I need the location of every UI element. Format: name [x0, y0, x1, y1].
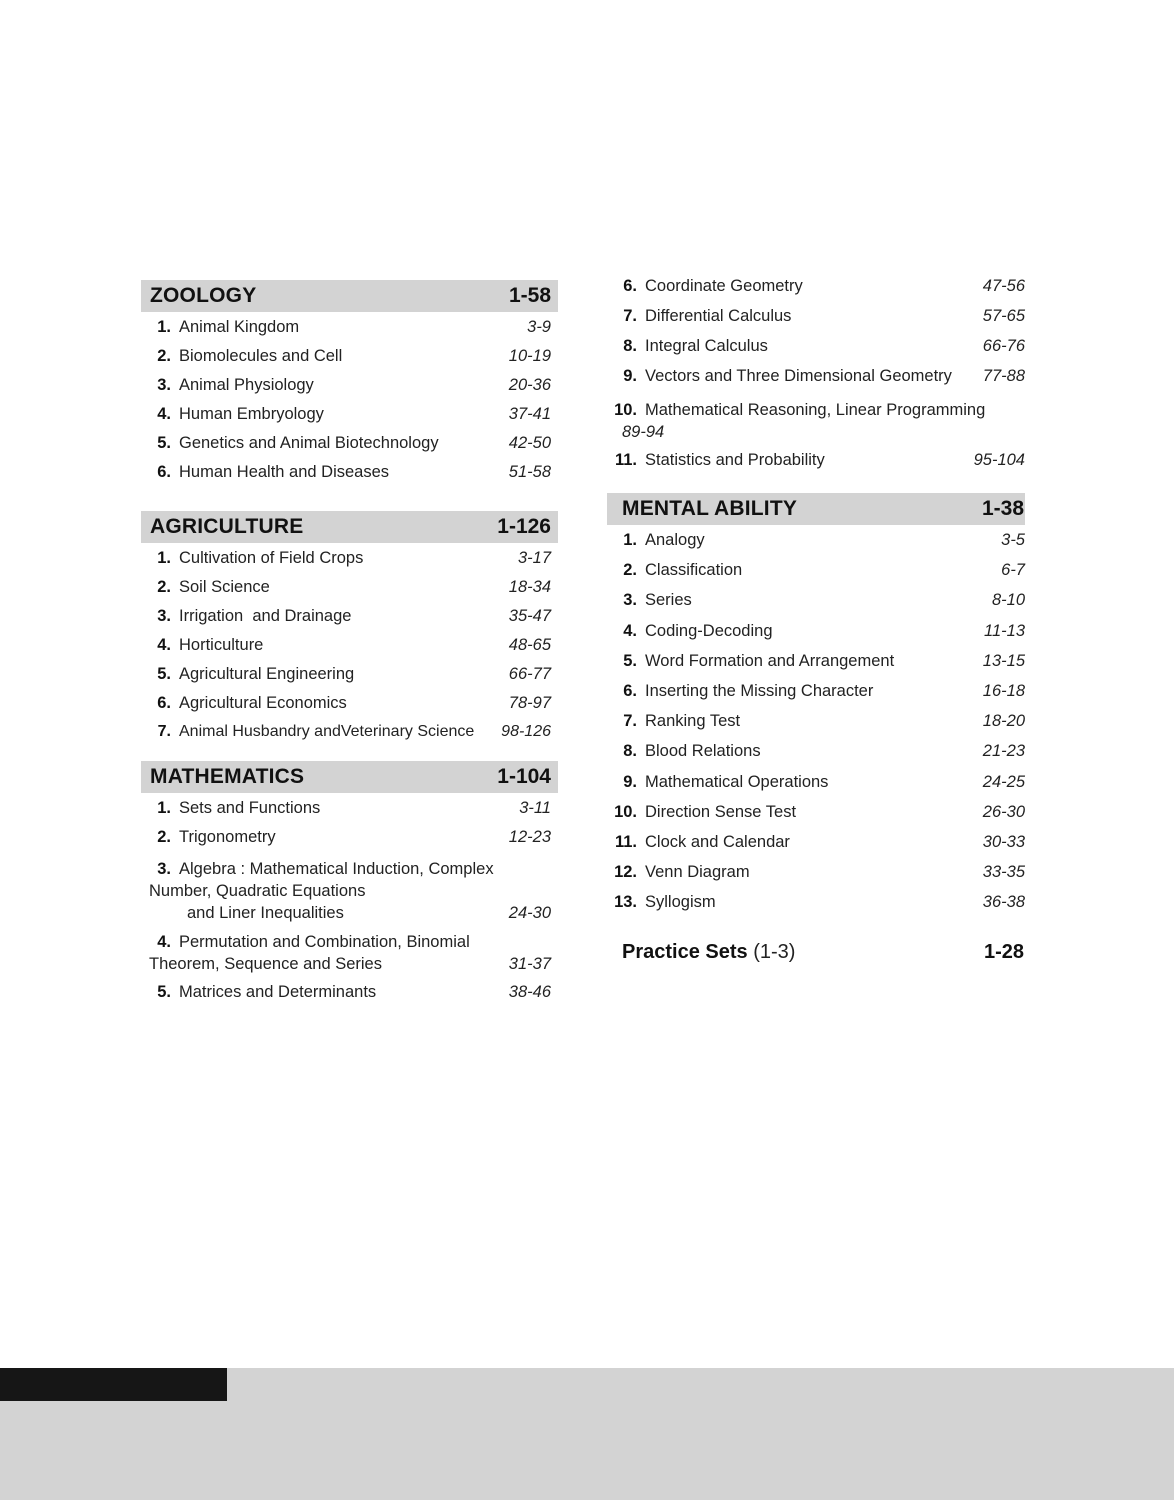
- entry-pages: 35-47: [508, 607, 551, 625]
- entry-pages: 98-126: [501, 723, 551, 740]
- toc-entry: [141, 799, 558, 828]
- entry-number: 3.: [157, 860, 171, 878]
- entry-number: 6.: [623, 277, 637, 295]
- entry-pages: 8-10: [991, 591, 1025, 610]
- entry-pages: 66-76: [982, 337, 1025, 355]
- section-title: ZOOLOGY: [150, 284, 257, 307]
- entry-pages: 11-13: [984, 621, 1025, 640]
- entry-pages: 77-88: [982, 367, 1025, 385]
- entry-pages: 16-18: [982, 681, 1025, 700]
- entry-pages: 24-25: [982, 772, 1025, 791]
- toc-entry: [607, 893, 1025, 923]
- toc-entry: [141, 578, 558, 607]
- toc-entry: [607, 591, 1025, 621]
- entry-pages: 3-17: [517, 549, 551, 567]
- entry-pages: 57-65: [982, 307, 1025, 325]
- toc-entry: [607, 803, 1025, 833]
- practice-sets-entry: [607, 941, 1025, 964]
- entry-title: Animal Husbandry andVeterinary Science: [179, 723, 475, 740]
- entry-pages: 51-58: [508, 463, 551, 481]
- section-pages: 1-104: [497, 765, 551, 788]
- entry-title: Coordinate Geometry: [645, 277, 803, 295]
- toc-entry: [607, 561, 1025, 591]
- toc-entry: [141, 983, 558, 1012]
- entry-pages: 31-37: [508, 955, 551, 973]
- toc-entry: [607, 277, 1025, 307]
- entry-title: Irrigation and Drainage: [179, 607, 352, 625]
- section-header-mental-ability: [607, 493, 1025, 525]
- entry-title: Cultivation of Field Crops: [179, 549, 364, 567]
- entry-number: 2.: [157, 347, 171, 365]
- entry-title: Inserting the Missing Character: [645, 681, 874, 700]
- entry-pages: 42-50: [508, 434, 551, 452]
- toc-entry: [141, 723, 558, 752]
- section-pages: 1-38: [981, 497, 1024, 520]
- toc-entry: [141, 318, 558, 347]
- toc-entry: [607, 622, 1025, 652]
- entry-title: Agricultural Economics: [179, 694, 347, 712]
- entry-number: 1.: [157, 549, 171, 567]
- entry-pages: 18-20: [982, 712, 1025, 731]
- entry-number: 8.: [623, 742, 637, 761]
- entry-pages: 6-7: [1001, 561, 1025, 580]
- entry-title: Genetics and Animal Biotechnology: [179, 434, 439, 452]
- entry-number: 5.: [157, 434, 171, 452]
- entry-number: 3.: [157, 607, 171, 625]
- entry-title-continued: and Liner Inequalities: [187, 904, 344, 922]
- entry-pages: 26-30: [982, 802, 1025, 821]
- entry-pages: 48-65: [508, 636, 551, 654]
- toc-entry: [607, 451, 1025, 481]
- entry-title: Direction Sense Test: [645, 802, 797, 821]
- entry-number: 7.: [623, 307, 637, 325]
- entry-number: 9.: [623, 367, 637, 385]
- entry-title: Ranking Test: [645, 712, 741, 731]
- toc-entry: [607, 397, 1025, 443]
- toc-entry: [141, 434, 558, 463]
- entry-title: Integral Calculus: [645, 337, 768, 355]
- toc-entry: [607, 833, 1025, 863]
- toc-entry: [141, 665, 558, 694]
- entry-pages: 36-38: [982, 893, 1025, 912]
- section-title: MENTAL ABILITY: [622, 497, 798, 520]
- toc-entry: [607, 712, 1025, 742]
- entry-title: Classification: [645, 561, 743, 580]
- entry-number: 1.: [157, 799, 171, 817]
- entry-pages: 13-15: [982, 651, 1025, 670]
- toc-entry: [141, 376, 558, 405]
- entry-pages: 66-77: [508, 665, 551, 683]
- toc-entry: [607, 367, 1025, 397]
- entry-number: 10.: [614, 802, 637, 821]
- entry-number: 11.: [614, 832, 637, 851]
- entry-pages: 38-46: [508, 983, 551, 1001]
- section-pages: 1-126: [497, 515, 551, 538]
- entry-pages: 12-23: [508, 828, 551, 846]
- toc-entry: [141, 405, 558, 434]
- entry-pages: 21-23: [982, 742, 1025, 761]
- entry-pages: 95-104: [973, 451, 1025, 469]
- entry-title: Algebra : Mathematical Induction, Complex: [179, 860, 494, 878]
- entry-title: Trigonometry: [179, 828, 276, 846]
- entry-title: Agricultural Engineering: [179, 665, 355, 683]
- entry-number: 1.: [623, 531, 637, 549]
- entry-number: 5.: [157, 665, 171, 683]
- toc-entry: [607, 307, 1025, 337]
- entry-number: 6.: [157, 694, 171, 712]
- entry-pages: 10-19: [508, 347, 551, 365]
- practice-sets-pages: 1-28: [983, 941, 1024, 964]
- toc-entry: [141, 694, 558, 723]
- entry-title-continued: Theorem, Sequence and Series: [149, 955, 382, 973]
- entry-title: Mathematical Reasoning, Linear Programming: [645, 401, 986, 419]
- entry-number: 4.: [157, 636, 171, 654]
- entry-title: Syllogism: [645, 893, 716, 912]
- entry-pages: 78-97: [508, 694, 551, 712]
- entry-title: Human Health and Diseases: [179, 463, 390, 481]
- section-header-agriculture: [141, 511, 558, 543]
- section-title: MATHEMATICS: [150, 765, 305, 788]
- entry-number: 6.: [157, 463, 171, 481]
- entry-number: 7.: [623, 712, 637, 731]
- entry-pages: 3-11: [519, 799, 551, 817]
- section-pages: 1-58: [508, 284, 551, 307]
- entry-pages: 20-36: [508, 376, 551, 394]
- entry-number: 6.: [623, 681, 637, 700]
- entry-number: 12.: [614, 863, 637, 882]
- entry-number: 4.: [157, 405, 171, 423]
- toc-entry: [141, 607, 558, 636]
- entry-number: 3.: [623, 591, 637, 610]
- entry-title: Sets and Functions: [179, 799, 321, 817]
- entry-title: Human Embryology: [179, 405, 324, 423]
- entry-title: Differential Calculus: [645, 307, 792, 325]
- footer-accent-bar: [0, 1368, 227, 1401]
- entry-pages: 33-35: [982, 863, 1025, 882]
- section-title: AGRICULTURE: [150, 515, 304, 538]
- toc-entry: [607, 652, 1025, 682]
- toc-entry: [141, 549, 558, 578]
- entry-number: 5.: [623, 651, 637, 670]
- entry-number: 1.: [157, 318, 171, 336]
- section-header-mathematics: [141, 761, 558, 793]
- entry-title: Matrices and Determinants: [179, 983, 377, 1001]
- toc-entry: [141, 347, 558, 376]
- toc-entry: [141, 857, 558, 924]
- entry-number: 4.: [157, 933, 171, 951]
- entry-number: 11.: [614, 451, 637, 469]
- entry-title: Blood Relations: [645, 742, 761, 761]
- toc-entry: [141, 924, 558, 975]
- toc-entry: [141, 636, 558, 665]
- entry-pages: 3-5: [1001, 531, 1025, 549]
- entry-number: 13.: [614, 893, 637, 912]
- entry-number: 7.: [157, 723, 171, 740]
- entry-title: Horticulture: [179, 636, 264, 654]
- practice-sets-range: (1-3): [753, 941, 796, 964]
- entry-number: 2.: [623, 561, 637, 580]
- entry-title: Permutation and Combination, Binomial: [179, 933, 470, 951]
- toc-entry: [607, 682, 1025, 712]
- section-header-zoology: [141, 280, 558, 312]
- toc-entry: [607, 742, 1025, 772]
- toc-left-column: [141, 280, 558, 1012]
- entry-number: 2.: [157, 828, 171, 846]
- practice-sets-label: Practice Sets: [622, 941, 748, 964]
- entry-title: Vectors and Three Dimensional Geometry: [645, 367, 952, 385]
- toc-entry: [607, 863, 1025, 893]
- entry-title: Clock and Calendar: [645, 832, 790, 851]
- entry-number: 2.: [157, 578, 171, 596]
- entry-title: Word Formation and Arrangement: [645, 651, 895, 670]
- entry-title: Statistics and Probability: [645, 451, 825, 469]
- toc-entry: [607, 531, 1025, 561]
- entry-number: 4.: [623, 621, 637, 640]
- entry-title: Animal Kingdom: [179, 318, 300, 336]
- entry-title: Analogy: [645, 531, 705, 549]
- entry-title: Venn Diagram: [645, 863, 750, 882]
- entry-title: Animal Physiology: [179, 376, 314, 394]
- toc-entry: [607, 337, 1025, 367]
- entry-pages: 3-9: [527, 318, 551, 336]
- entry-pages: 18-34: [508, 578, 551, 596]
- entry-pages: 24-30: [508, 904, 551, 922]
- entry-title: Soil Science: [179, 578, 270, 596]
- entry-pages: 47-56: [982, 277, 1025, 295]
- toc-entry: [607, 773, 1025, 803]
- entry-number: 3.: [157, 376, 171, 394]
- entry-title: Coding-Decoding: [645, 621, 773, 640]
- toc-entry: [141, 463, 558, 492]
- entry-number: 8.: [623, 337, 637, 355]
- entry-pages: 89-94: [622, 423, 665, 441]
- entry-title: Mathematical Operations: [645, 772, 829, 791]
- entry-number: 5.: [157, 983, 171, 1001]
- entry-title: Biomolecules and Cell: [179, 347, 343, 365]
- entry-title: Series: [645, 591, 692, 610]
- toc-entry: [141, 828, 558, 857]
- entry-title-continued: Number, Quadratic Equations: [149, 882, 366, 900]
- entry-number: 10.: [614, 401, 637, 419]
- entry-number: 9.: [623, 772, 637, 791]
- entry-pages: 37-41: [508, 405, 551, 423]
- entry-pages: 30-33: [982, 832, 1025, 851]
- toc-right-column: [607, 277, 1025, 964]
